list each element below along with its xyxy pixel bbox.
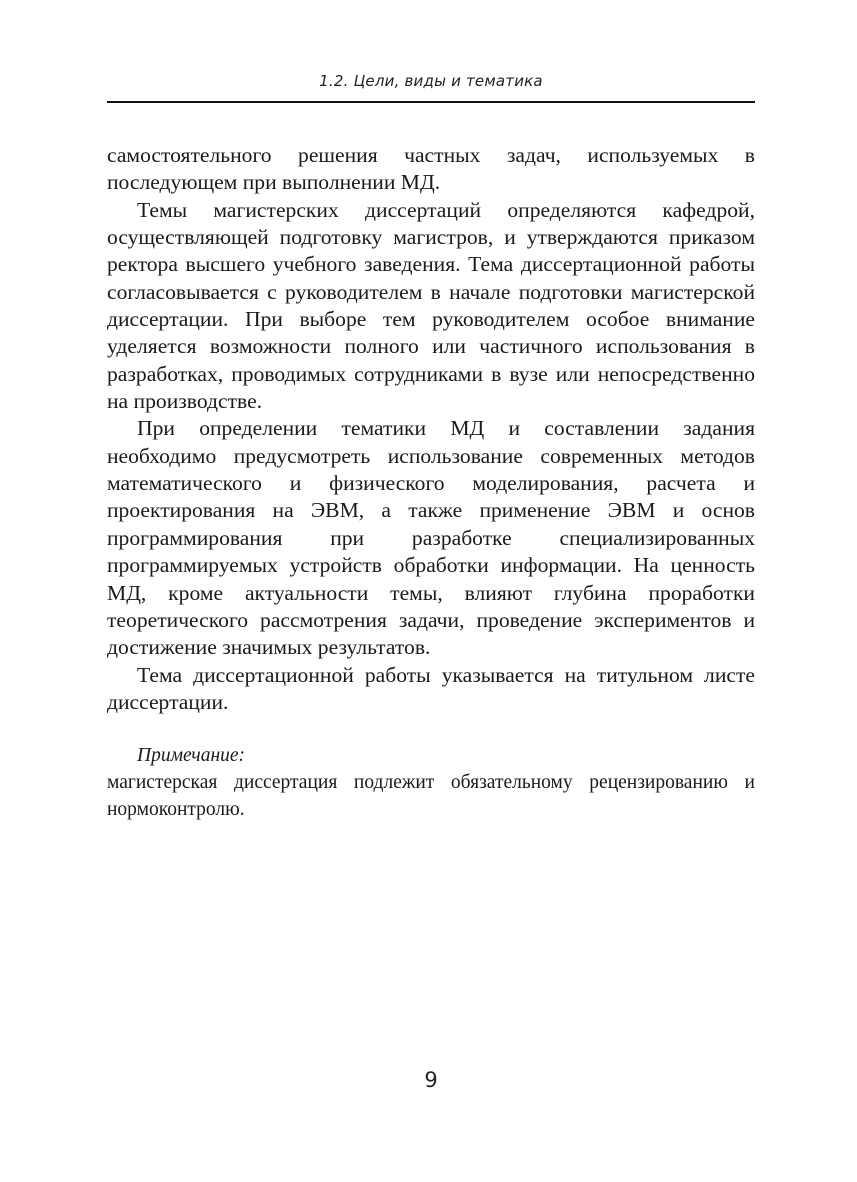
body-text xyxy=(107,142,755,716)
note-text: магистерская диссертация подлежит обязательному рецензированию и нормоконтролю. xyxy=(107,772,755,820)
note-block xyxy=(107,742,755,823)
paragraph-continuation: самостоятельного решения частных задач, используемых в последующем при выполнении МД. xyxy=(107,143,755,195)
paragraph-dissertation-topics: Темы магистерских диссертаций определяются кафедрой, осуществляющей подготовку магистров, и утверждаются приказом ректора высшего учебного заведения. Тема диссертационной работы согласовывается с руководителем в начале подготовки магистерской диссертации. При выборе тем руководителем особое внимание уделяется возможности полного или частичного использования в разработках, проводимых сотрудниками в вузе или непосредственно на производстве. xyxy=(107,197,755,414)
header-rule xyxy=(107,101,755,103)
running-header: 1.2. Цели, виды и тематика xyxy=(319,72,543,90)
note-label: Примечание: xyxy=(137,745,246,766)
page-number: 9 xyxy=(424,1068,438,1092)
paragraph-topic-requirements: При определении тематики МД и составлении задания необходимо предусмотреть использование современных методов математического и физического моделирования, расчета и проектирования на ЭВМ, а также применение ЭВМ и основ программирования при разработке специализированных программируемых устройств обработки информации. На ценность МД, кроме актуальности темы, влияют глубина проработки теоретического рассмотрения задачи, проведение экспериментов и достижение значимых результатов. xyxy=(107,416,755,660)
paragraph-title-page: Тема диссертационной работы указывается на титульном листе диссертации. xyxy=(107,662,755,714)
